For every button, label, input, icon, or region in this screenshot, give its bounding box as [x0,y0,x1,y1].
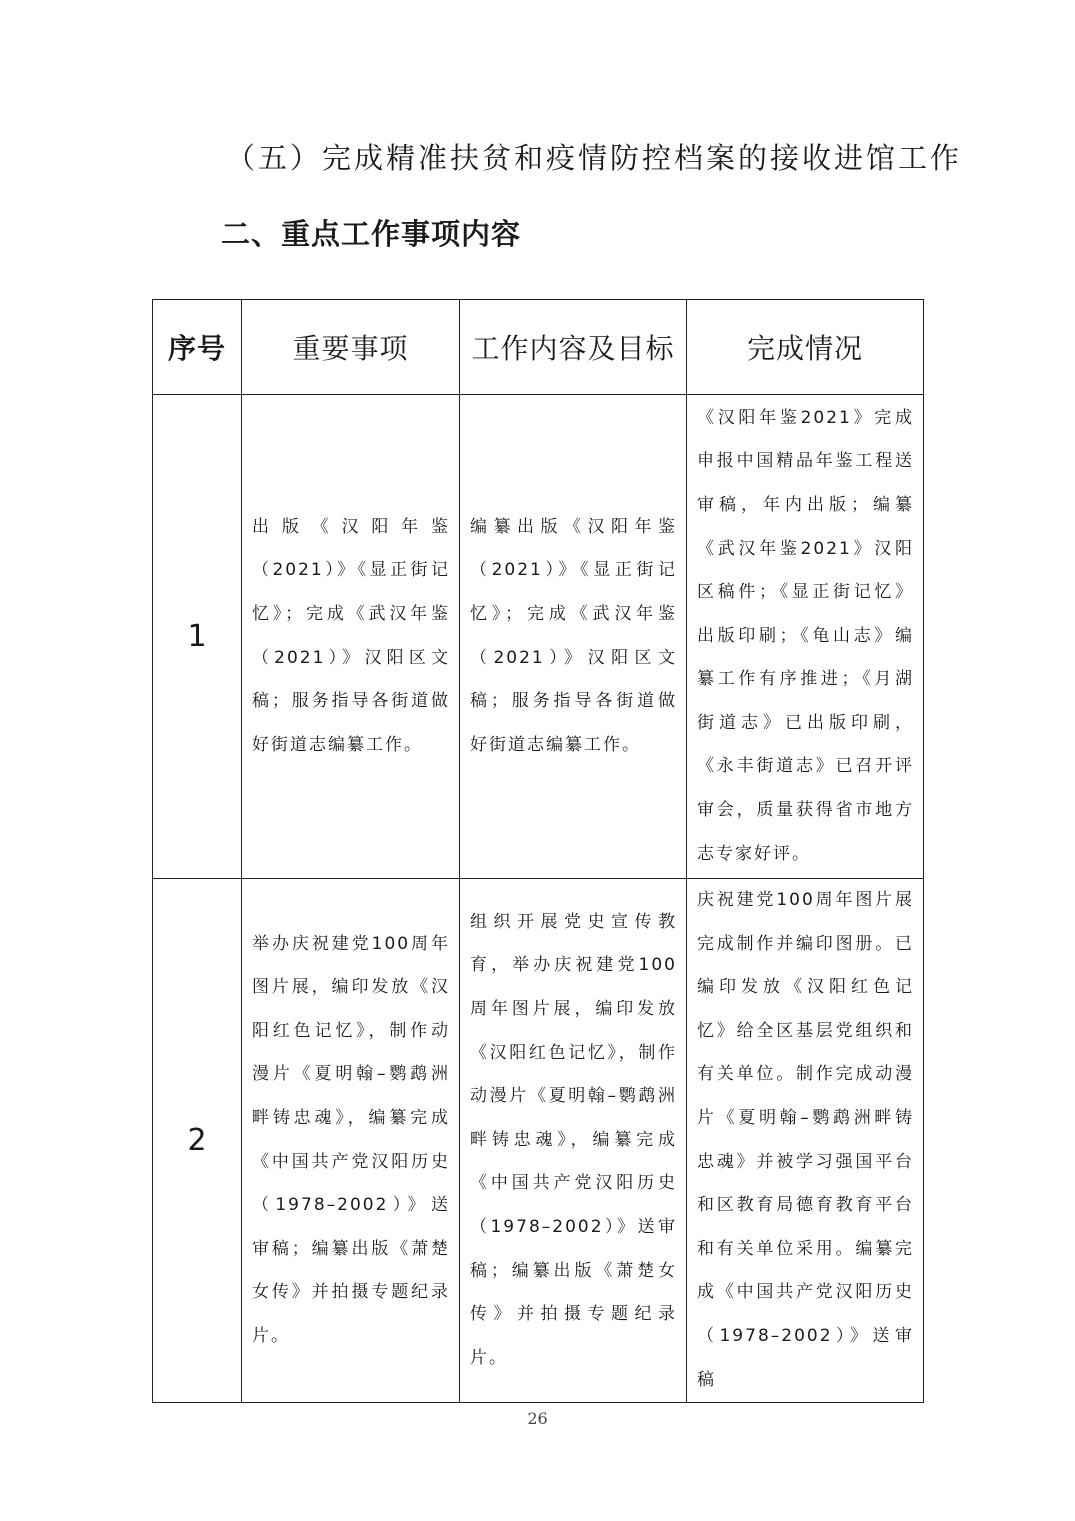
page-number: 26 [527,1409,548,1428]
header-number: 序号 [153,300,242,395]
table-row [153,879,924,1403]
table-header-row [153,300,924,395]
header-content: 工作内容及目标 [460,300,687,395]
chapter-heading: 二、重点工作事项内容 [221,217,522,251]
row-matter: 出版《汉阳年鉴（2021）》《显正街记忆》；完成《武汉年鉴（2021）》汉阳区文稿；服务指导各街道做好街道志编纂工作。 [242,395,460,879]
header-status: 完成情况 [687,300,924,395]
section-heading: （五）完成精准扶贫和疫情防控档案的接收进馆工作 [226,141,963,175]
table-row [153,395,924,879]
work-items-table [152,299,924,1403]
row-content: 编纂出版《汉阳年鉴（2021）》《显正街记忆》；完成《武汉年鉴（2021）》汉阳区文稿；服务指导各街道做好街道志编纂工作。 [460,395,687,879]
row-matter: 举办庆祝建党100周年图片展，编印发放《汉阳红色记忆》，制作动漫片《夏明翰–鹦鹉洲畔铸忠魂》，编纂完成《中国共产党汉阳历史（1978–2002）》送审稿；编纂出版《萧楚女传》并拍摄专题纪录片。 [242,879,460,1403]
row-status: 庆祝建党100周年图片展完成制作并编印图册。已编印发放《汉阳红色记忆》给全区基层党组织和有关单位。制作完成动漫片《夏明翰–鹦鹉洲畔铸忠魂》并被学习强国平台和区教育局德育教育平台和有关单位采用。编纂完成《中国共产党汉阳历史（1978–2002）》送审稿 [687,879,924,1403]
row-status: 《汉阳年鉴2021》完成申报中国精品年鉴工程送审稿，年内出版；编纂《武汉年鉴2021》汉阳区稿件；《显正街记忆》出版印刷；《龟山志》编纂工作有序推进；《月湖街道志》已出版印刷，《永丰街道志》已召开评审会，质量获得省市地方志专家好评。 [687,395,924,879]
row-number: 1 [153,395,242,879]
row-number: 2 [153,879,242,1403]
row-content: 组织开展党史宣传教育，举办庆祝建党100周年图片展，编印发放《汉阳红色记忆》，制作动漫片《夏明翰–鹦鹉洲畔铸忠魂》，编纂完成《中国共产党汉阳历史（1978–2002）》送审稿；编纂出版《萧楚女传》并拍摄专题纪录片。 [460,879,687,1403]
header-matter: 重要事项 [242,300,460,395]
